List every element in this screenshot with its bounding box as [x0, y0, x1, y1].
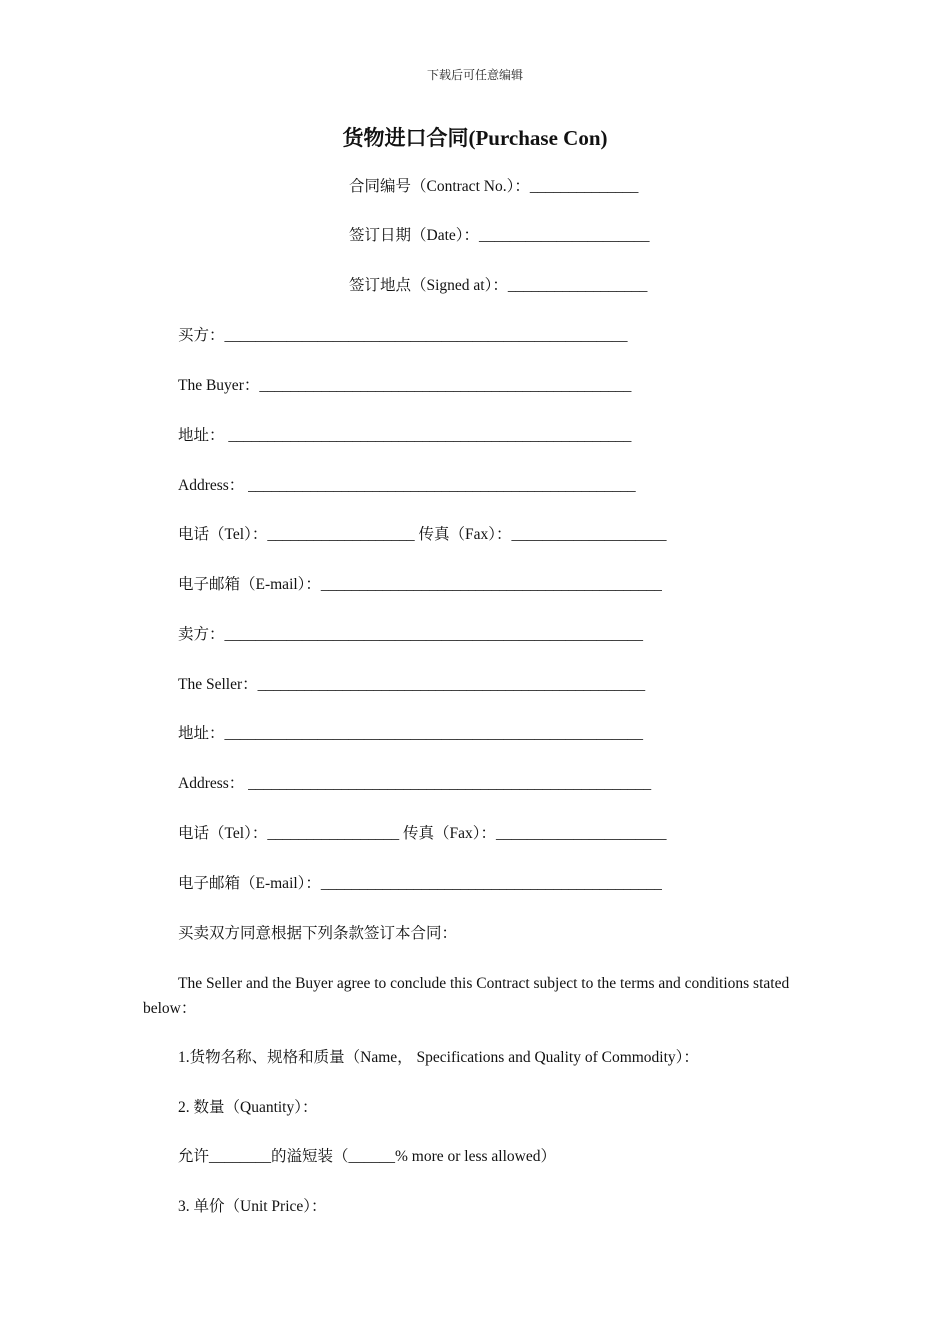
buyer-address-cn: 地址： ____________________________________________________ [178, 427, 632, 444]
date-line: 签订日期（Date）：______________________ [349, 227, 650, 244]
header-note: 下载后可任意编辑 [426, 68, 523, 82]
seller-address-cn: 地址：______________________________________________________ [178, 725, 644, 742]
clause-3: 3. 单价（Unit Price）： [178, 1198, 327, 1215]
seller-address-en: Address： ____________________________________________________ [178, 775, 652, 792]
seller-tel-fax: 电话（Tel）：_________________ 传真（Fax）：______________________ [178, 825, 667, 842]
buyer-email: 电子邮箱（E-mail）：____________________________________________ [178, 576, 662, 593]
buyer-name-cn: 买方：____________________________________________________ [178, 327, 628, 344]
seller-name-en: The Seller：__________________________________________________ [178, 676, 646, 693]
seller-email: 电子邮箱（E-mail）：____________________________________________ [178, 875, 662, 892]
signed-at-line: 签订地点（Signed at）：__________________ [349, 277, 648, 294]
clause-2-allowance: 允许________的溢短装（______% more or less allowed） [178, 1148, 556, 1165]
seller-name-cn: 卖方：______________________________________________________ [178, 626, 644, 643]
contract-no-line: 合同编号（Contract No.）：______________ [349, 178, 639, 195]
buyer-address-en: Address： __________________________________________________ [178, 477, 636, 494]
agreement-cn: 买卖双方同意根据下列条款签订本合同： [178, 925, 458, 942]
clause-1: 1.货物名称、规格和质量（Name， Specifications and Quality of Commodity）： [178, 1049, 699, 1066]
buyer-name-en: The Buyer：________________________________________________ [178, 377, 632, 394]
clause-2: 2. 数量（Quantity）： [178, 1099, 318, 1116]
document-title: 货物进口合同(Purchase Con) [342, 126, 608, 150]
agreement-en: The Seller and the Buyer agree to conclude this Contract subject to the terms and conditions stated below： [143, 975, 790, 1017]
buyer-tel-fax: 电话（Tel）：___________________ 传真（Fax）：____________________ [178, 526, 667, 543]
